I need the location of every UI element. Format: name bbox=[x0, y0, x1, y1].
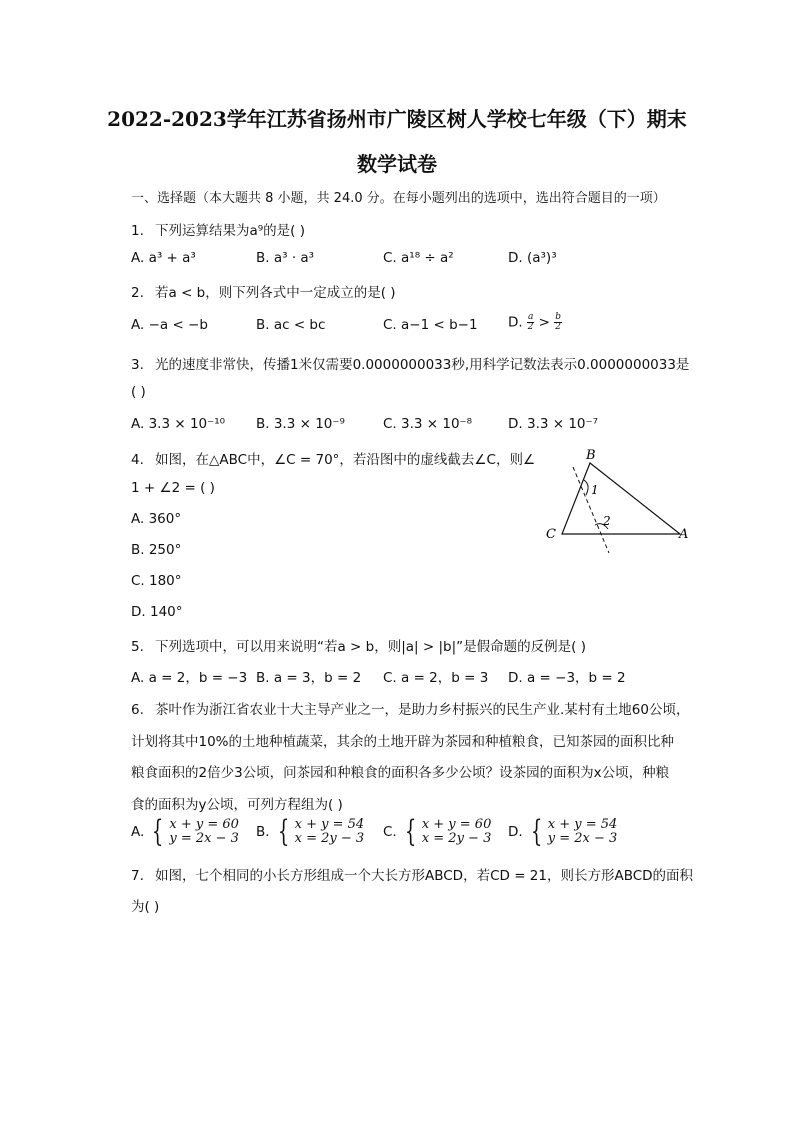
q5-option-c[interactable]: C. a = 2，b = 3 bbox=[383, 670, 489, 686]
q3-option-b[interactable]: B. 3.3 × 10⁻⁹ bbox=[256, 416, 345, 432]
question-number: 6. bbox=[131, 702, 144, 718]
question-6-line4: 食的面积为y公顷，可列方程组为( ) bbox=[131, 797, 343, 813]
question-text: 如图，在△ABC中，∠C = 70°，若沿图中的虚线截去∠C，则∠ bbox=[155, 452, 536, 468]
equation-2: x = 2y − 3 bbox=[294, 831, 365, 846]
brace-icon: { bbox=[530, 814, 542, 849]
equation-1: x + y = 60 bbox=[169, 817, 239, 832]
equation-2: y = 2x − 3 bbox=[547, 831, 618, 846]
vertex-c-label: C bbox=[546, 527, 556, 542]
q6-option-a[interactable] bbox=[131, 814, 239, 849]
question-number: 1. bbox=[131, 223, 144, 239]
question-4-cont: 1 + ∠2 = ( ) bbox=[131, 480, 215, 496]
q1-option-a[interactable]: A. a³ + a³ bbox=[131, 250, 196, 266]
equation-2: x = 2y − 3 bbox=[421, 831, 492, 846]
brace-icon: { bbox=[404, 814, 416, 849]
question-1 bbox=[131, 219, 305, 239]
question-6-line2: 计划将其中10%的土地种植蔬菜，其余的土地开辟为茶园和种植粮食，已知茶园的面积比种 bbox=[131, 734, 675, 750]
question-3-paren: ( ) bbox=[131, 384, 146, 400]
q6-option-c[interactable] bbox=[383, 814, 492, 849]
q4-option-c[interactable]: C. 180° bbox=[131, 573, 182, 589]
gt-sign: > bbox=[538, 314, 550, 331]
equation-1: x + y = 60 bbox=[421, 817, 492, 832]
vertex-b-label: B bbox=[586, 448, 596, 463]
question-number: 5. bbox=[131, 639, 144, 655]
q4-option-b[interactable]: B. 250° bbox=[131, 542, 182, 558]
q4-option-a[interactable]: A. 360° bbox=[131, 511, 182, 527]
question-text: 下列运算结果为a⁹的是( ) bbox=[155, 223, 306, 239]
numerator: a bbox=[527, 312, 534, 322]
q4-option-d[interactable]: D. 140° bbox=[131, 604, 183, 620]
question-text: 如图，七个相同的小长方形组成一个大长方形ABCD，若CD = 21，则长方形ABCD的面积 bbox=[155, 868, 694, 884]
question-4 bbox=[131, 448, 535, 468]
q2-option-c[interactable]: C. a−1 < b−1 bbox=[383, 317, 478, 333]
option-label: A. bbox=[131, 824, 145, 840]
question-5 bbox=[131, 635, 586, 655]
q5-option-a[interactable]: A. a = 2，b = −3 bbox=[131, 670, 248, 686]
numerator: b bbox=[555, 312, 562, 322]
q1-option-c[interactable]: C. a¹⁸ ÷ a² bbox=[383, 250, 454, 266]
q2-option-a[interactable]: A. −a < −b bbox=[131, 317, 208, 333]
denominator: 2 bbox=[527, 322, 534, 332]
fraction-a-over-2 bbox=[527, 313, 534, 332]
q1-option-b[interactable]: B. a³ · a³ bbox=[256, 250, 315, 266]
q3-option-a[interactable]: A. 3.3 × 10⁻¹⁰ bbox=[131, 416, 226, 432]
option-label: D. bbox=[508, 314, 523, 331]
q2-option-d[interactable] bbox=[508, 313, 562, 332]
triangle-figure bbox=[540, 445, 700, 560]
option-label: B. bbox=[256, 824, 270, 840]
question-7-cont: 为( ) bbox=[131, 899, 160, 915]
vertex-a-label: A bbox=[679, 527, 689, 542]
angle-1-arc bbox=[584, 480, 588, 495]
triangle-abc bbox=[562, 463, 680, 534]
q6-option-b[interactable] bbox=[256, 814, 365, 849]
option-label: C. bbox=[383, 824, 397, 840]
q1-option-d[interactable]: D. (a³)³ bbox=[508, 250, 557, 266]
question-6 bbox=[131, 698, 689, 718]
question-2 bbox=[131, 281, 396, 301]
q3-option-d[interactable]: D. 3.3 × 10⁻⁷ bbox=[508, 416, 599, 432]
equation-1: x + y = 54 bbox=[294, 817, 365, 832]
denominator: 2 bbox=[555, 322, 562, 332]
question-number: 7. bbox=[131, 868, 144, 884]
equation-2: y = 2x − 3 bbox=[169, 831, 239, 846]
section-heading: 一、选择题（本大题共 8 小题，共 24.0 分。在每小题列出的选项中，选出符合题目的一项） bbox=[131, 191, 666, 206]
equation-1: x + y = 54 bbox=[547, 817, 618, 832]
q5-option-b[interactable]: B. a = 3，b = 2 bbox=[256, 670, 362, 686]
question-number: 2. bbox=[131, 285, 144, 301]
question-number: 4. bbox=[131, 452, 144, 468]
angle-1-label: 1 bbox=[591, 483, 599, 497]
question-text: 下列选项中，可以用来说明“若a > b，则|a| > |b|”是假命题的反例是( ) bbox=[155, 639, 586, 655]
brace-icon: { bbox=[277, 814, 289, 849]
dashed-cut-line bbox=[573, 467, 609, 553]
q2-option-b[interactable]: B. ac < bc bbox=[256, 317, 326, 333]
question-6-line3: 粮食面积的2倍少3公顷，问茶园和种粮食的面积各多少公顷？设茶园的面积为x公顷，种粮 bbox=[131, 765, 670, 781]
fraction-b-over-2 bbox=[554, 313, 562, 332]
question-3 bbox=[131, 353, 689, 373]
question-number: 3. bbox=[131, 357, 144, 373]
option-label: D. bbox=[508, 824, 523, 840]
exam-title-line2: 数学试卷 bbox=[357, 152, 437, 176]
question-text: 光的速度非常快，传播1米仅需要0.0000000033秒,用科学记数法表示0.0000000033是 bbox=[155, 357, 690, 373]
q6-option-d[interactable] bbox=[508, 814, 618, 849]
question-text: 若a < b，则下列各式中一定成立的是( ) bbox=[155, 285, 396, 301]
q5-option-d[interactable]: D. a = −3，b = 2 bbox=[508, 670, 626, 686]
exam-title-line1: 2022-2023学年江苏省扬州市广陵区树人学校七年级（下）期末 bbox=[107, 107, 687, 131]
question-7 bbox=[131, 864, 693, 884]
angle-2-label: 2 bbox=[603, 514, 611, 528]
q3-option-c[interactable]: C. 3.3 × 10⁻⁸ bbox=[383, 416, 473, 432]
brace-icon: { bbox=[152, 814, 164, 849]
question-text: 茶叶作为浙江省农业十大主导产业之一，是助力乡村振兴的民生产业.某村有土地60公顷， bbox=[155, 702, 690, 718]
